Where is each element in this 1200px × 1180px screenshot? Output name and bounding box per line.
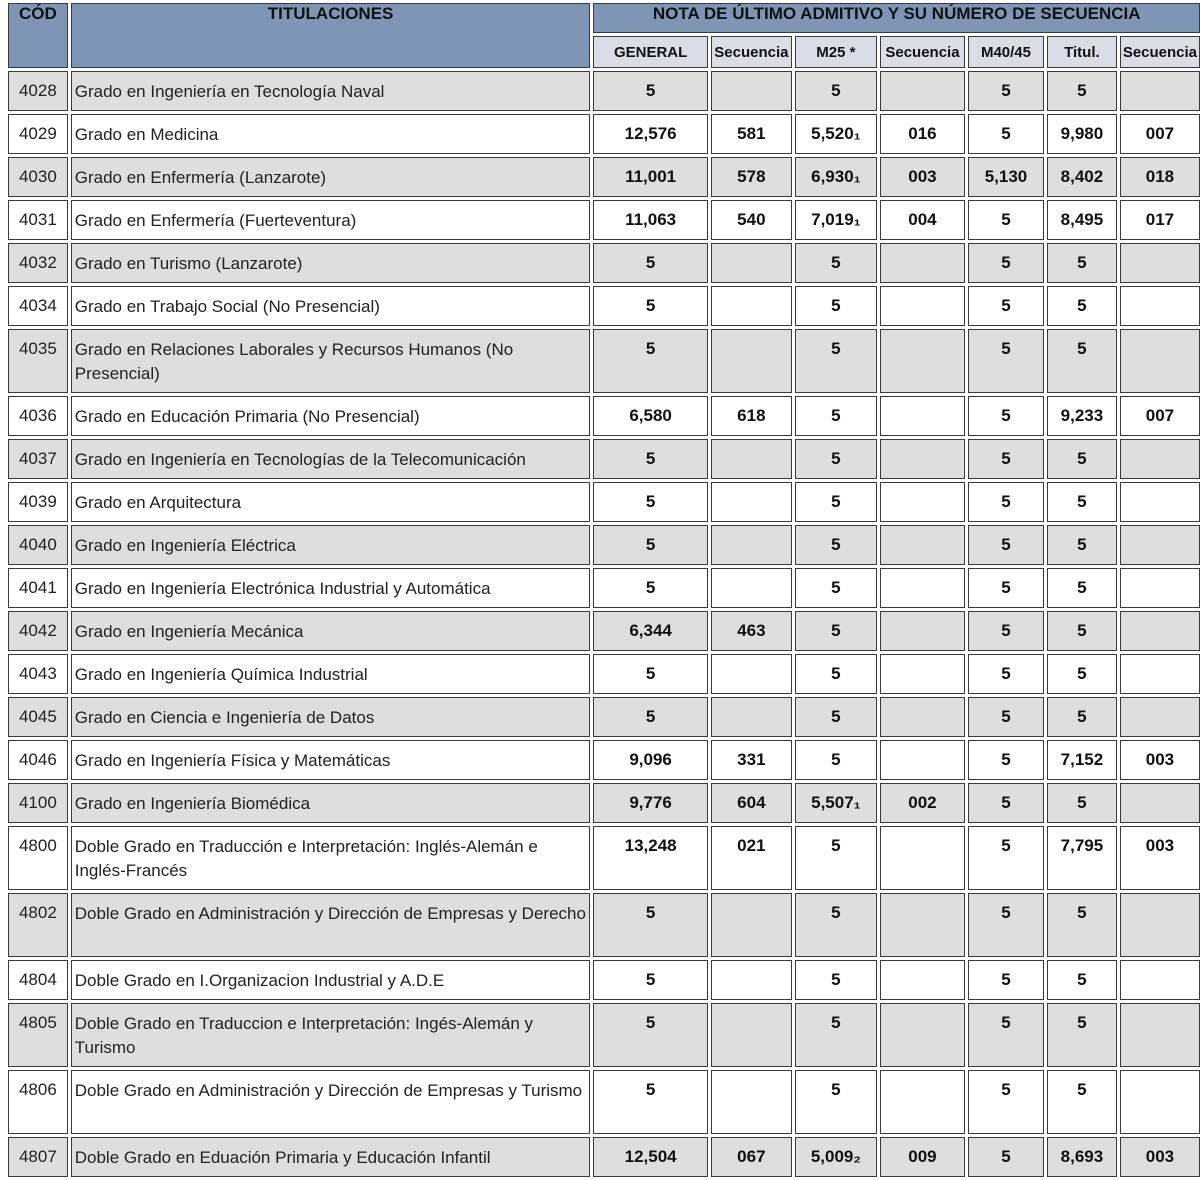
cell-titul: 5 <box>1047 893 1117 957</box>
cell-secuencia-m25 <box>880 525 965 565</box>
cell-secuencia-m25 <box>880 1003 965 1067</box>
cell-m25: 5 <box>795 286 877 326</box>
cell-m25: 5 <box>795 525 877 565</box>
cell-general: 6,580 <box>593 396 707 436</box>
cell-secuencia-general <box>711 482 792 522</box>
cell-general: 5 <box>593 525 707 565</box>
header-general: GENERAL <box>593 36 707 68</box>
cell-secuencia-general <box>711 568 792 608</box>
cell-secuencia-general <box>711 525 792 565</box>
cell-titulacion: Doble Grado en I.Organizacion Industrial y A.D.E <box>71 960 591 1000</box>
cell-general: 12,504 <box>593 1137 707 1177</box>
cell-secuencia-m25 <box>880 482 965 522</box>
cell-cod: 4800 <box>8 826 68 890</box>
table-row <box>8 243 1200 283</box>
cell-m25: 5 <box>795 611 877 651</box>
header-cod: CÓD <box>8 3 68 68</box>
cell-secuencia-general: 463 <box>711 611 792 651</box>
cell-m25: 6,930₁ <box>795 157 877 197</box>
cell-secuencia-titul: 017 <box>1120 200 1200 240</box>
cell-m25: 7,019₁ <box>795 200 877 240</box>
cell-m40-45: 5 <box>968 1137 1044 1177</box>
cell-secuencia-titul <box>1120 439 1200 479</box>
table-row <box>8 1070 1200 1134</box>
cell-titulacion: Grado en Ingeniería en Tecnologías de la Telecomunicación <box>71 439 591 479</box>
cell-titulacion: Grado en Arquitectura <box>71 482 591 522</box>
cell-m25: 5 <box>795 568 877 608</box>
cell-titul: 5 <box>1047 1070 1117 1134</box>
cell-titul: 5 <box>1047 697 1117 737</box>
cell-titulacion: Grado en Ingeniería Mecánica <box>71 611 591 651</box>
cell-general: 5 <box>593 71 707 111</box>
cell-titul: 7,152 <box>1047 740 1117 780</box>
cell-secuencia-m25 <box>880 1070 965 1134</box>
table-row <box>8 783 1200 823</box>
cell-titul: 5 <box>1047 243 1117 283</box>
cell-secuencia-titul: 003 <box>1120 740 1200 780</box>
cell-titul: 8,402 <box>1047 157 1117 197</box>
cell-secuencia-m25 <box>880 826 965 890</box>
cell-secuencia-m25 <box>880 893 965 957</box>
cell-m40-45: 5 <box>968 286 1044 326</box>
cell-general: 5 <box>593 568 707 608</box>
cell-cod: 4045 <box>8 697 68 737</box>
header-titul: Titul. <box>1047 36 1117 68</box>
header-secuencia-2: Secuencia <box>880 36 965 68</box>
cell-titulacion: Doble Grado en Administración y Dirección de Empresas y Derecho <box>71 893 591 957</box>
cell-cod: 4802 <box>8 893 68 957</box>
cell-general: 9,096 <box>593 740 707 780</box>
cell-secuencia-m25 <box>880 740 965 780</box>
cell-general: 9,776 <box>593 783 707 823</box>
cell-secuencia-general <box>711 243 792 283</box>
cell-secuencia-m25: 004 <box>880 200 965 240</box>
cell-m40-45: 5 <box>968 960 1044 1000</box>
table-row <box>8 960 1200 1000</box>
cell-secuencia-titul <box>1120 654 1200 694</box>
cell-secuencia-general <box>711 286 792 326</box>
cell-secuencia-m25 <box>880 960 965 1000</box>
cell-titul: 5 <box>1047 439 1117 479</box>
cell-cod: 4035 <box>8 329 68 393</box>
cell-general: 13,248 <box>593 826 707 890</box>
cell-m40-45: 5 <box>968 826 1044 890</box>
cell-titulacion: Grado en Medicina <box>71 114 591 154</box>
cell-secuencia-titul <box>1120 329 1200 393</box>
cell-m40-45: 5 <box>968 200 1044 240</box>
table-row <box>8 114 1200 154</box>
cell-secuencia-general: 067 <box>711 1137 792 1177</box>
cell-secuencia-general: 618 <box>711 396 792 436</box>
cell-m25: 5,009₂ <box>795 1137 877 1177</box>
cell-secuencia-general: 604 <box>711 783 792 823</box>
cell-secuencia-titul <box>1120 697 1200 737</box>
cell-m40-45: 5 <box>968 525 1044 565</box>
cell-secuencia-m25: 002 <box>880 783 965 823</box>
cell-general: 5 <box>593 1003 707 1067</box>
cell-m25: 5 <box>795 1003 877 1067</box>
table-row <box>8 611 1200 651</box>
cell-secuencia-titul <box>1120 783 1200 823</box>
cell-m40-45: 5 <box>968 654 1044 694</box>
admissions-table <box>5 0 1200 1180</box>
cell-titul: 5 <box>1047 329 1117 393</box>
cell-titulacion: Grado en Educación Primaria (No Presencial) <box>71 396 591 436</box>
cell-titulacion: Doble Grado en Traduccion e Interpretación: Ingés-Alemán y Turismo <box>71 1003 591 1067</box>
cell-titulacion: Doble Grado en Eduación Primaria y Educación Infantil <box>71 1137 591 1177</box>
cell-secuencia-titul <box>1120 71 1200 111</box>
cell-secuencia-titul <box>1120 893 1200 957</box>
cell-titul: 7,795 <box>1047 826 1117 890</box>
cell-cod: 4028 <box>8 71 68 111</box>
cell-titul: 5 <box>1047 286 1117 326</box>
cell-titulacion: Doble Grado en Traducción e Interpretación: Inglés-Alemán e Inglés-Francés <box>71 826 591 890</box>
table-row <box>8 200 1200 240</box>
cell-secuencia-m25 <box>880 697 965 737</box>
cell-secuencia-general <box>711 71 792 111</box>
cell-m25: 5 <box>795 71 877 111</box>
cell-secuencia-m25 <box>880 568 965 608</box>
cell-cod: 4039 <box>8 482 68 522</box>
cell-secuencia-m25 <box>880 439 965 479</box>
table-row <box>8 1003 1200 1067</box>
cell-general: 5 <box>593 243 707 283</box>
cell-titulacion: Grado en Ingeniería Biomédica <box>71 783 591 823</box>
table-row <box>8 329 1200 393</box>
header-secuencia-3: Secuencia <box>1120 36 1200 68</box>
cell-m40-45: 5 <box>968 114 1044 154</box>
header-m25: M25 * <box>795 36 877 68</box>
cell-titul: 5 <box>1047 71 1117 111</box>
cell-cod: 4805 <box>8 1003 68 1067</box>
cell-general: 6,344 <box>593 611 707 651</box>
cell-secuencia-titul: 003 <box>1120 1137 1200 1177</box>
cell-m40-45: 5 <box>968 893 1044 957</box>
cell-cod: 4029 <box>8 114 68 154</box>
cell-m40-45: 5 <box>968 568 1044 608</box>
cell-m25: 5 <box>795 697 877 737</box>
cell-cod: 4040 <box>8 525 68 565</box>
cell-secuencia-titul <box>1120 611 1200 651</box>
cell-general: 5 <box>593 893 707 957</box>
table-row <box>8 568 1200 608</box>
cell-secuencia-titul: 007 <box>1120 114 1200 154</box>
cell-cod: 4046 <box>8 740 68 780</box>
table-row <box>8 1137 1200 1177</box>
cell-cod: 4030 <box>8 157 68 197</box>
cell-m25: 5,507₁ <box>795 783 877 823</box>
cell-m25: 5 <box>795 826 877 890</box>
cell-secuencia-titul <box>1120 960 1200 1000</box>
cell-titul: 5 <box>1047 1003 1117 1067</box>
cell-general: 5 <box>593 329 707 393</box>
cell-secuencia-titul <box>1120 568 1200 608</box>
header-nota: NOTA DE ÚLTIMO ADMITIVO Y SU NÚMERO DE SECUENCIA <box>593 3 1200 33</box>
cell-general: 5 <box>593 1070 707 1134</box>
cell-m25: 5 <box>795 1070 877 1134</box>
cell-titulacion: Grado en Ingeniería en Tecnología Naval <box>71 71 591 111</box>
cell-titulacion: Grado en Trabajo Social (No Presencial) <box>71 286 591 326</box>
cell-general: 12,576 <box>593 114 707 154</box>
table-row <box>8 697 1200 737</box>
cell-m25: 5 <box>795 396 877 436</box>
cell-m40-45: 5 <box>968 1070 1044 1134</box>
cell-m25: 5 <box>795 740 877 780</box>
header-m40-45: M40/45 <box>968 36 1044 68</box>
cell-secuencia-general: 578 <box>711 157 792 197</box>
cell-m25: 5 <box>795 482 877 522</box>
cell-cod: 4100 <box>8 783 68 823</box>
cell-titulacion: Grado en Ingeniería Física y Matemáticas <box>71 740 591 780</box>
cell-secuencia-general: 540 <box>711 200 792 240</box>
cell-secuencia-general: 581 <box>711 114 792 154</box>
cell-secuencia-titul <box>1120 286 1200 326</box>
cell-general: 5 <box>593 697 707 737</box>
cell-cod: 4042 <box>8 611 68 651</box>
cell-cod: 4807 <box>8 1137 68 1177</box>
cell-general: 5 <box>593 960 707 1000</box>
cell-secuencia-titul <box>1120 1070 1200 1134</box>
table-row <box>8 482 1200 522</box>
cell-secuencia-general <box>711 1070 792 1134</box>
cell-secuencia-general <box>711 1003 792 1067</box>
cell-secuencia-general <box>711 697 792 737</box>
cell-secuencia-general: 331 <box>711 740 792 780</box>
cell-m25: 5 <box>795 960 877 1000</box>
cell-cod: 4032 <box>8 243 68 283</box>
cell-titulacion: Grado en Ingeniería Eléctrica <box>71 525 591 565</box>
cell-secuencia-general <box>711 893 792 957</box>
cell-titul: 8,693 <box>1047 1137 1117 1177</box>
cell-secuencia-m25 <box>880 286 965 326</box>
cell-m25: 5 <box>795 439 877 479</box>
cell-m25: 5 <box>795 654 877 694</box>
cell-secuencia-m25 <box>880 396 965 436</box>
cell-titul: 5 <box>1047 611 1117 651</box>
cell-titul: 8,495 <box>1047 200 1117 240</box>
cell-cod: 4806 <box>8 1070 68 1134</box>
cell-m25: 5 <box>795 329 877 393</box>
cell-cod: 4037 <box>8 439 68 479</box>
cell-titulacion: Grado en Ingeniería Electrónica Industrial y Automática <box>71 568 591 608</box>
table-row <box>8 525 1200 565</box>
cell-m40-45: 5 <box>968 243 1044 283</box>
cell-secuencia-general <box>711 329 792 393</box>
cell-titulacion: Grado en Ingeniería Química Industrial <box>71 654 591 694</box>
cell-general: 5 <box>593 286 707 326</box>
cell-secuencia-general <box>711 654 792 694</box>
cell-secuencia-m25: 009 <box>880 1137 965 1177</box>
table-row <box>8 826 1200 890</box>
cell-secuencia-m25 <box>880 611 965 651</box>
cell-secuencia-m25 <box>880 243 965 283</box>
cell-cod: 4804 <box>8 960 68 1000</box>
table-body <box>8 71 1200 1177</box>
cell-secuencia-titul: 018 <box>1120 157 1200 197</box>
cell-general: 5 <box>593 482 707 522</box>
cell-titulacion: Grado en Enfermería (Lanzarote) <box>71 157 591 197</box>
cell-titul: 5 <box>1047 568 1117 608</box>
cell-secuencia-m25 <box>880 329 965 393</box>
cell-m40-45: 5 <box>968 71 1044 111</box>
header-titulaciones: TITULACIONES <box>71 3 591 68</box>
cell-titulacion: Grado en Relaciones Laborales y Recursos Humanos (No Presencial) <box>71 329 591 393</box>
cell-m40-45: 5 <box>968 611 1044 651</box>
cell-secuencia-m25 <box>880 71 965 111</box>
cell-secuencia-m25: 016 <box>880 114 965 154</box>
cell-secuencia-m25: 003 <box>880 157 965 197</box>
cell-secuencia-titul: 003 <box>1120 826 1200 890</box>
cell-m40-45: 5 <box>968 740 1044 780</box>
cell-secuencia-titul <box>1120 525 1200 565</box>
cell-titul: 5 <box>1047 960 1117 1000</box>
cell-m40-45: 5 <box>968 783 1044 823</box>
cell-m40-45: 5,130 <box>968 157 1044 197</box>
cell-titulacion: Grado en Turismo (Lanzarote) <box>71 243 591 283</box>
cell-secuencia-titul <box>1120 1003 1200 1067</box>
cell-cod: 4036 <box>8 396 68 436</box>
cell-secuencia-general <box>711 439 792 479</box>
cell-m40-45: 5 <box>968 439 1044 479</box>
cell-m40-45: 5 <box>968 1003 1044 1067</box>
cell-m40-45: 5 <box>968 482 1044 522</box>
cell-m25: 5,520₁ <box>795 114 877 154</box>
cell-titulacion: Grado en Enfermería (Fuerteventura) <box>71 200 591 240</box>
cell-m40-45: 5 <box>968 329 1044 393</box>
cell-secuencia-titul <box>1120 482 1200 522</box>
cell-titulacion: Grado en Ciencia e Ingeniería de Datos <box>71 697 591 737</box>
cell-titul: 9,233 <box>1047 396 1117 436</box>
table-row <box>8 396 1200 436</box>
cell-m25: 5 <box>795 893 877 957</box>
cell-secuencia-titul: 007 <box>1120 396 1200 436</box>
cell-titul: 5 <box>1047 525 1117 565</box>
cell-secuencia-general <box>711 960 792 1000</box>
cell-titul: 5 <box>1047 783 1117 823</box>
cell-secuencia-m25 <box>880 654 965 694</box>
table-row <box>8 286 1200 326</box>
table-row <box>8 893 1200 957</box>
cell-cod: 4034 <box>8 286 68 326</box>
cell-general: 5 <box>593 439 707 479</box>
cell-m40-45: 5 <box>968 697 1044 737</box>
cell-m25: 5 <box>795 243 877 283</box>
table-row <box>8 439 1200 479</box>
table-row <box>8 740 1200 780</box>
cell-cod: 4043 <box>8 654 68 694</box>
cell-general: 5 <box>593 654 707 694</box>
cell-titul: 9,980 <box>1047 114 1117 154</box>
header-secuencia-1: Secuencia <box>711 36 792 68</box>
cell-secuencia-titul <box>1120 243 1200 283</box>
table-row <box>8 71 1200 111</box>
cell-general: 11,001 <box>593 157 707 197</box>
cell-secuencia-general: 021 <box>711 826 792 890</box>
cell-titul: 5 <box>1047 654 1117 694</box>
table-row <box>8 654 1200 694</box>
cell-titul: 5 <box>1047 482 1117 522</box>
cell-general: 11,063 <box>593 200 707 240</box>
table-row <box>8 157 1200 197</box>
cell-cod: 4041 <box>8 568 68 608</box>
cell-cod: 4031 <box>8 200 68 240</box>
cell-m40-45: 5 <box>968 396 1044 436</box>
cell-titulacion: Doble Grado en Administración y Dirección de Empresas y Turismo <box>71 1070 591 1134</box>
